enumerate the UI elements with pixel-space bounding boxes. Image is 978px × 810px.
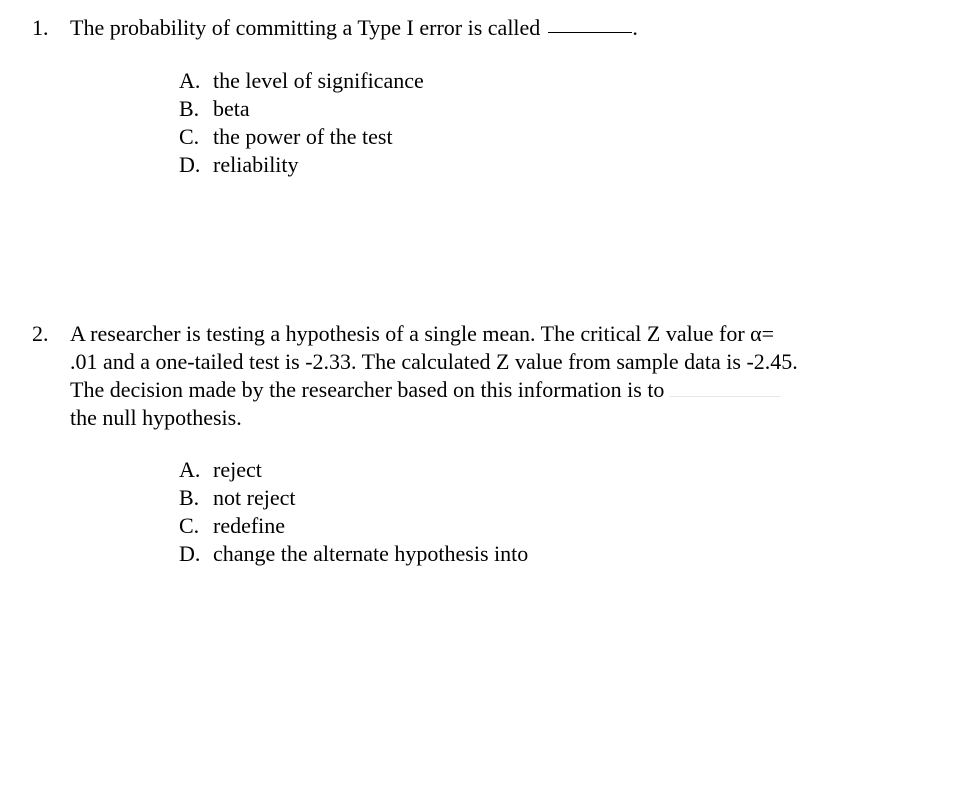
option-text: change the alternate hypothesis into [213, 541, 529, 566]
option-letter: C. [179, 124, 200, 149]
option-letter: D. [179, 541, 201, 566]
option-text: the power of the test [213, 124, 393, 149]
answer-blank [548, 31, 632, 33]
option-b [179, 95, 779, 123]
question-1-options [179, 67, 779, 179]
option-d [179, 151, 779, 179]
option-letter: A. [179, 68, 201, 93]
option-text: reject [213, 457, 262, 482]
question-number: 1. [32, 15, 49, 40]
question-number: 2. [32, 321, 49, 346]
option-letter: C. [179, 513, 200, 538]
option-text: redefine [213, 513, 286, 538]
question-2-options [179, 456, 779, 568]
option-c [179, 512, 779, 540]
question-2 [32, 320, 868, 432]
question-1-stem [32, 14, 932, 42]
question-text-line-with-blank [70, 376, 868, 404]
option-c [179, 123, 779, 151]
option-a [179, 67, 779, 95]
answer-blank [670, 378, 780, 397]
option-text: not reject [213, 485, 296, 510]
question-text-line: A researcher is testing a hypothesis of a single mean. The critical Z value for α= [70, 321, 775, 346]
question-text-line: .01 and a one-tailed test is -2.33. The calculated Z value from sample data is -2.45. [70, 349, 798, 374]
option-letter: A. [179, 457, 201, 482]
option-text: beta [213, 96, 250, 121]
option-text: reliability [213, 152, 299, 177]
question-text-line: The decision made by the researcher based on this information is to [70, 377, 665, 402]
option-b [179, 484, 779, 512]
question-2-stem [32, 320, 868, 432]
question-end: . [632, 15, 638, 40]
option-letter: D. [179, 152, 201, 177]
option-d [179, 540, 779, 568]
option-text: the level of significance [213, 68, 424, 93]
question-2-body [70, 320, 868, 432]
question-text: The probability of committing a Type I error is called [70, 15, 541, 40]
option-letter: B. [179, 96, 200, 121]
option-letter: B. [179, 485, 200, 510]
question-text-line: the null hypothesis. [70, 405, 242, 430]
option-a [179, 456, 779, 484]
question-1 [32, 14, 932, 42]
